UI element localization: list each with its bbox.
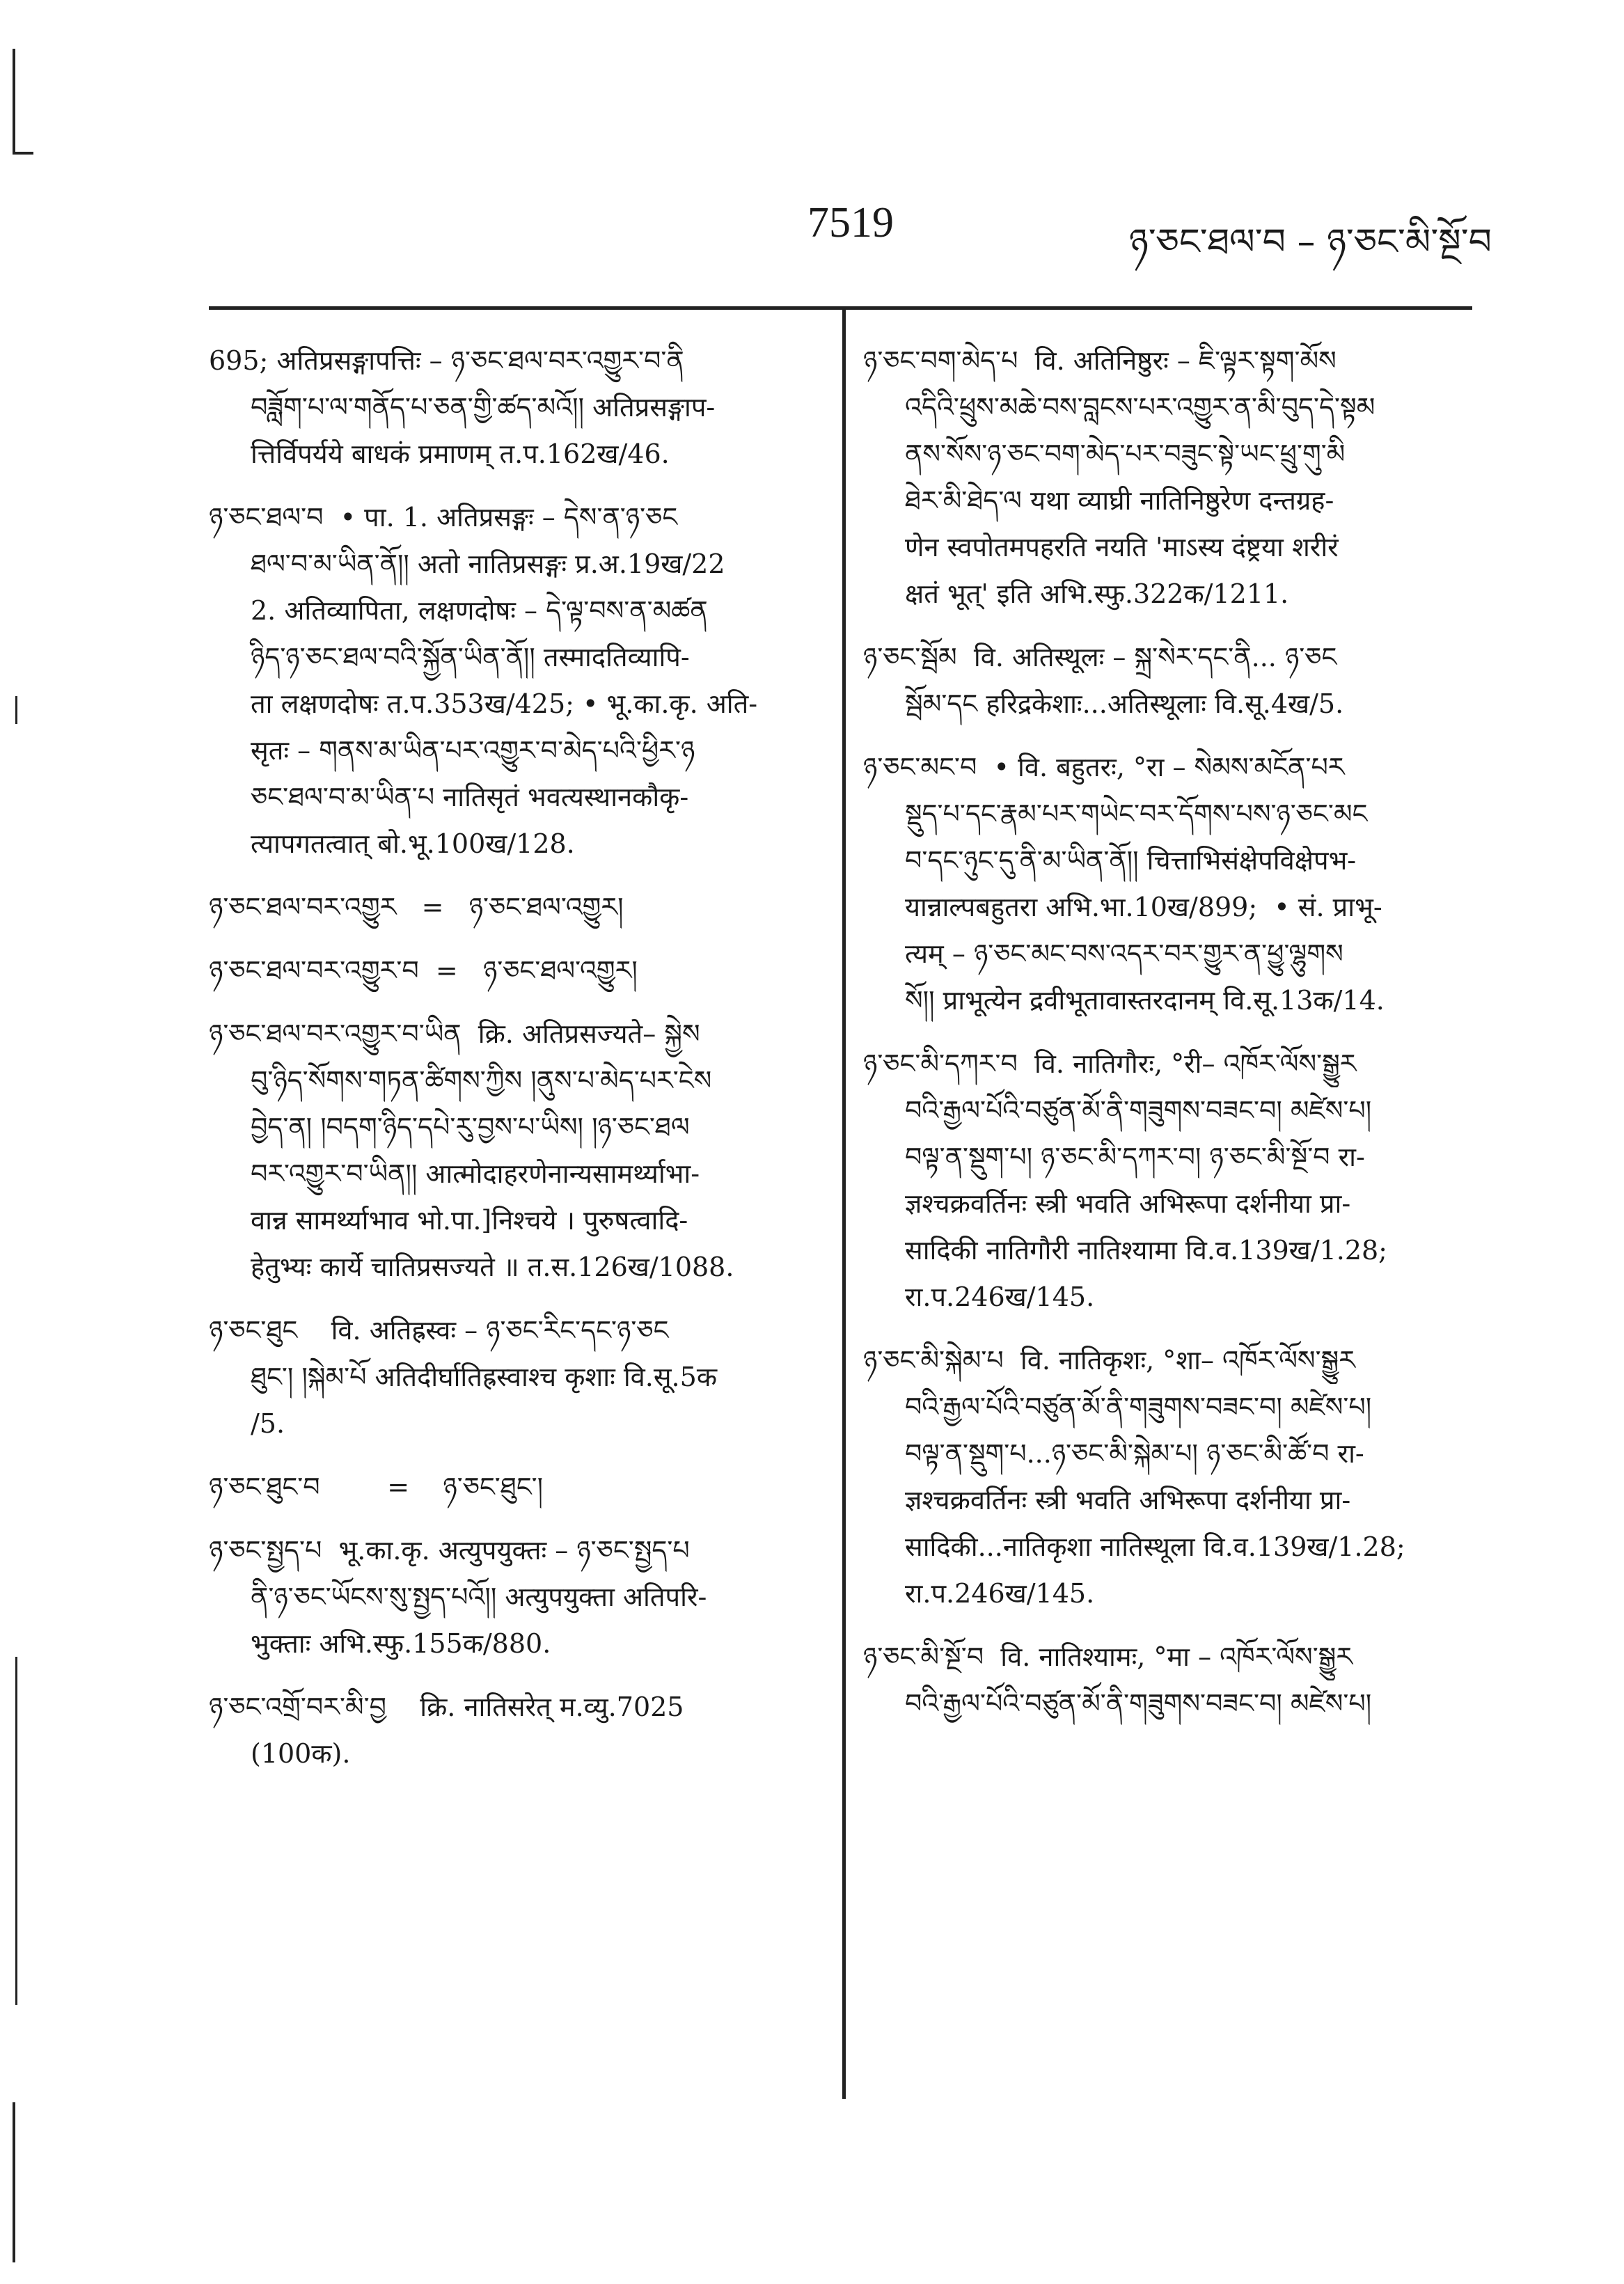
entry-headword-line: 695; अतिप्रसङ्गापत्तिः – ཉ་ཅང་ཐལ་བར་འགྱུར་བ་ནི xyxy=(209,345,684,376)
entry-text-line: त्तिर्विपर्यये बाधकं प्रमाणम् त.प.162ख/46. xyxy=(251,439,670,469)
entry-text-line: /5. xyxy=(251,1408,285,1439)
dictionary-entry xyxy=(209,338,821,478)
entry-headword-line: ཉ་ཅང་ཐུང་བ = ཉ་ཅང་ཐུང་། xyxy=(209,1472,544,1502)
entry-text-line: བུ་ཉིད་སོགས་གཏན་ཚིགས་ཀྱིས །ནུས་པ་མེད་པར་ངེས xyxy=(251,1065,712,1096)
entry-text-line: བཟློག་པ་ལ་གནོད་པ་ཅན་གྱི་ཚད་མའོ།། अतिप्रसङ्गाप- xyxy=(251,392,716,423)
entry-headword-line: ཉ་ཅང་མི་སྔོ་བ वि. नातिश्यामः, °मा – འཁོར་ལོས་སྒྱུར xyxy=(863,1641,1353,1672)
entry-text-line: णेन स्वपोतमपहरति नयति 'माऽस्य दंष्ट्रया शरीरं xyxy=(905,532,1339,562)
entry-text-line: ज्ञश्चक्रवर्तिनः स्त्री भवति अभिरूपा दर्शनीया प्रा- xyxy=(905,1188,1351,1219)
entry-headword-line: ཉ་ཅང་མང་བ • वि. बहुतरः, °रा – སེམས་མངོན་པར xyxy=(863,752,1345,782)
entry-text-line: བྱེད་ན། །བདག་ཉིད་དཔེ་རུ་བྱས་པ་ཡིས། །ཉ་ཅང་ཐལ xyxy=(251,1112,690,1142)
entry-text-line: བར་འགྱུར་བ་ཡིན།། आत्मोदाहरणेनान्यसामर्थ्याभा- xyxy=(251,1158,700,1189)
dictionary-entry xyxy=(209,884,821,931)
entry-text-line: ནི་ཉ་ཅང་ཡོངས་སུ་སྤྱད་པའོ།། अत्युपयुक्ता अतिपरि- xyxy=(251,1582,707,1612)
entry-text-line: སོ།། प्राभूत्येन द्रवीभूतावास्तरदानम् वि.सू.13क/14. xyxy=(905,985,1385,1016)
entry-text-line: सादिकी...नातिकृशा नातिस्थूला वि.व.139ख/1.28; xyxy=(905,1531,1405,1562)
entry-text-line: ता लक्षणदोषः त.प.353ख/425; • भू.का.कृ. अति- xyxy=(251,688,758,719)
entry-headword-line: ཉ་ཅང་མི་སྐེམ་པ वि. नातिकृशः, °शा– འཁོར་ལོས་སྒྱུར xyxy=(863,1345,1355,1376)
dictionary-entry xyxy=(209,1011,821,1291)
running-head: ཉ་ཅང་ཐལ་བ – ཉ་ཅང་མི་སྔོ་བ xyxy=(1128,221,1492,263)
entry-text-line: रा.प.246ख/145. xyxy=(905,1578,1095,1609)
edge-line-top xyxy=(13,49,15,153)
dictionary-entry xyxy=(863,1634,1476,1727)
dictionary-entry xyxy=(863,1337,1476,1617)
entry-text-line: བའི་རྒྱལ་པོའི་བཙུན་མོ་ནི་གཟུགས་བཟང་བ། མཛེས་པ། xyxy=(905,1095,1372,1126)
entry-text-line: བའི་རྒྱལ་པོའི་བཙུན་མོ་ནི་གཟུགས་བཟང་བ། མཛེས་པ། xyxy=(905,1392,1372,1422)
entry-text-line: (100क). xyxy=(251,1738,351,1769)
entry-headword-line: ཉ་ཅང་སྤྱད་པ भू.का.कृ. अत्युपयुक्तः – ཉ་ཅང་སྤྱད་པ xyxy=(209,1535,690,1566)
entry-text-line: वान्न सामर्थ्याभाव भो.पा.]निश्चये । पुरुषत्वादि- xyxy=(251,1205,688,1236)
entry-headword-line: ཉ་ཅང་ཐུང वि. अतिह्रस्वः – ཉ་ཅང་རིང་དང་ཉ་ཅང xyxy=(209,1315,669,1346)
entry-text-line: ཉིད་ཉ་ཅང་ཐལ་བའི་སྐྱོན་ཡིན་ནོ།། तस्मादतिव्यापि- xyxy=(251,642,690,672)
edge-tick xyxy=(13,152,33,155)
header-rule xyxy=(209,306,1472,310)
entry-text-line: सृतः – གནས་མ་ཡིན་པར་འགྱུར་བ་མེད་པའི་ཕྱིར་ཉ xyxy=(251,735,695,766)
entry-headword-line: ཉ་ཅང་ཐལ་བར་འགྱུར = ཉ་ཅང་ཐལ་འགྱུར། xyxy=(209,892,624,922)
entry-text-line: ཐེར་མི་ཐེད་ལ यथा व्याघ्री नातिनिष्ठुरेण दन्तग्रह- xyxy=(905,485,1334,516)
dictionary-entry xyxy=(863,1041,1476,1321)
entry-text-line: འདིའི་ཕྲུས་མཆེ་བས་བླངས་པར་འགྱུར་ན་མི་བུད་དེ་སྟམ xyxy=(905,392,1375,423)
entry-headword-line: ཉ་ཅང་བག་མེད་པ वि. अतिनिष्ठुरः – ཇི་ལྟར་སྟག་མོས xyxy=(863,345,1337,376)
entry-text-line: སྡུད་པ་དང་རྣམ་པར་གཡེང་བར་དོགས་པས་ཉ་ཅང་མང xyxy=(905,798,1368,829)
entry-text-line: སྦོམ་དང हरिद्रकेशाः...अतिस्थूलाः वि.सू.4ख/5. xyxy=(905,688,1344,719)
entry-text-line: क्षतं भूत्' इति अभि.स्फु.322क/1211. xyxy=(905,578,1289,609)
entry-headword-line: ཉ་ཅང་འགྲོ་བར་མི་བྱ क्रि. नातिसरेत् म.व्यु.7025 xyxy=(209,1692,684,1722)
entry-text-line: यान्नाल्पबहुतरा अभि.भा.10ख/899; • सं. प्राभू- xyxy=(905,892,1382,922)
entry-text-line: रा.प.246ख/145. xyxy=(905,1282,1095,1312)
dictionary-entry xyxy=(863,634,1476,727)
entry-text-line: भुक्ताः अभि.स्फु.155क/880. xyxy=(251,1628,551,1659)
entry-headword-line: ཉ་ཅང་ཐལ་བར་འགྱུར་བ་ཡིན क्रि. अतिप्रसज्यते– སྐྱེས xyxy=(209,1018,700,1049)
entry-headword-line: ཉ་ཅང་སྦོམ वि. अतिस्थूलः – སྐྲ་སེར་དང་ནི... ཉ་ཅང xyxy=(863,642,1337,672)
entry-text-line: त्यम् – ཉ་ཅང་མང་བས་འདར་བར་གྱུར་ན་ཕྱུ་ལྷུགས xyxy=(905,938,1343,969)
dictionary-entry xyxy=(209,494,821,867)
dictionary-entry xyxy=(863,744,1476,1024)
entry-text-line: བལྟ་ན་སྡུག་པ། ཉ་ཅང་མི་དཀར་བ། ཉ་ཅང་མི་སྔོ་བ रा- xyxy=(905,1142,1365,1172)
dictionary-entry xyxy=(209,947,821,994)
entry-text-line: བ་དང་ཉུང་དུ་ནི་མ་ཡིན་ནོ།། चित्ताभिसंक्षेपविक्षेपभ- xyxy=(905,845,1357,876)
entry-text-line: सादिकी नातिगौरी नातिश्यामा वि.व.139ख/1.28; xyxy=(905,1235,1387,1266)
dictionary-entry xyxy=(209,1464,821,1511)
entry-text-line: हेतुभ्यः कार्ये चातिप्रसज्यते ॥ त.स.126ख/1088. xyxy=(251,1252,734,1282)
entry-text-line: ཐལ་བ་མ་ཡིན་ནོ།། अतो नातिप्रसङ्गः प्र.अ.19ख/22 xyxy=(251,549,725,579)
left-column xyxy=(209,338,821,1794)
edge-line-bottom xyxy=(13,2102,15,2262)
column-divider xyxy=(842,310,846,2099)
entry-headword-line: ཉ་ཅང་མི་དཀར་བ वि. नातिगौरः, °री– འཁོར་ལོས་སྒྱུར xyxy=(863,1048,1357,1079)
edge-line-low xyxy=(15,1657,17,2005)
entry-text-line: བའི་རྒྱལ་པོའི་བཙུན་མོ་ནི་གཟུགས་བཟང་བ། མཛེས་པ། xyxy=(905,1688,1372,1719)
entry-headword-line: ཉ་ཅང་ཐལ་བ • पा. 1. अतिप्रसङ्गः – དེས་ན་ཉ་ཅང xyxy=(209,502,678,533)
edge-line-mid xyxy=(15,696,17,724)
entry-text-line: བལྟ་ན་སྡུག་པ...ཉ་ཅང་མི་སྐེམ་པ། ཉ་ཅང་མི་ཚོ་བ रा- xyxy=(905,1438,1364,1469)
entry-text-line: ज्ञश्चक्रवर्तिनः स्त्री भवति अभिरूपा दर्शनीया प्रा- xyxy=(905,1485,1351,1515)
entry-headword-line: ཉ་ཅང་ཐལ་བར་འགྱུར་བ = ཉ་ཅང་ཐལ་འགྱུར། xyxy=(209,955,638,986)
dictionary-entry xyxy=(209,1684,821,1777)
dictionary-entry xyxy=(209,1307,821,1447)
entry-text-line: ཐུང་། །སྐེམ་པོ अतिदीर्घातिह्रस्वाश्च कृशाः वि.सू.5क xyxy=(251,1362,717,1392)
entry-text-line: ནས་སོས་ཉ་ཅང་བག་མེད་པར་བཟུང་སྟེ་ཡང་ཕྲུ་གུ་མི xyxy=(905,439,1346,469)
entry-text-line: 2. अतिव्यापिता, लक्षणदोषः – དེ་ལྟ་བས་ན་མཚན xyxy=(251,595,708,626)
page-number: 7519 xyxy=(807,199,894,246)
dictionary-entry xyxy=(209,1527,821,1667)
right-column xyxy=(863,338,1476,1744)
entry-text-line: त्यापगतत्वात् बो.भू.100ख/128. xyxy=(251,828,575,859)
dictionary-entry xyxy=(863,338,1476,617)
entry-text-line: ཅང་ཐལ་བ་མ་ཡིན་པ नातिसृतं भवत्यस्थानकौकृ- xyxy=(251,782,689,812)
